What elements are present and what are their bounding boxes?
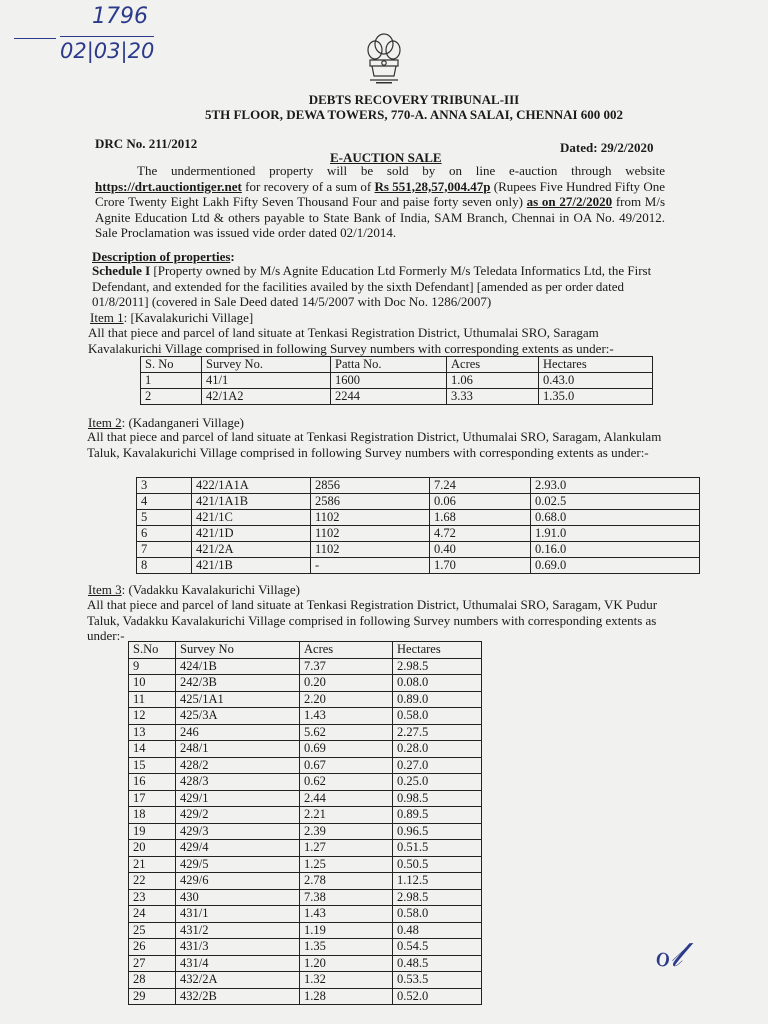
table-cell: 0.48 <box>393 922 482 939</box>
table-row <box>129 972 482 989</box>
table-cell: 1102 <box>311 526 430 542</box>
item3-table <box>128 641 482 1005</box>
handwritten-date: 02|03|20 <box>60 36 154 63</box>
table-cell: 422/1A1A <box>192 478 311 494</box>
table-row <box>137 478 700 494</box>
table-row <box>129 889 482 906</box>
table-cell: 431/4 <box>176 955 300 972</box>
table-row <box>129 988 482 1005</box>
table-cell: 1.68 <box>430 510 531 526</box>
table-cell: 0.58.0 <box>393 906 482 923</box>
schedule-text: [Property owned by M/s Agnite Education Ltd Formerly M/s Teledata Informatics Ltd, the First Defendant, and extended for the facilities availed by the sixth Defendant] [amended as per order dated 01/8/2011] (covered in Sale Deed dated 14/5/2007 with Doc No. 1286/2007) <box>92 263 652 309</box>
table-cell: 7.24 <box>430 478 531 494</box>
table-cell: 26 <box>129 939 176 956</box>
table-cell: 2.98.5 <box>393 889 482 906</box>
table-cell: 1.70 <box>430 558 531 574</box>
table-row <box>129 724 482 741</box>
table-cell: 0.27.0 <box>393 757 482 774</box>
table-row <box>129 939 482 956</box>
table-cell: 4 <box>137 494 192 510</box>
description-heading-text: Description of properties <box>92 249 231 264</box>
table-cell: 431/1 <box>176 906 300 923</box>
intro-text-a: The undermentioned property will be sold by on line e-auction through website <box>137 163 665 178</box>
item1-title: : [Kavalakurichi Village] <box>123 310 254 325</box>
table-row <box>129 922 482 939</box>
table-cell: 0.98.5 <box>393 790 482 807</box>
table-cell: 421/1C <box>192 510 311 526</box>
column-header: Patta No. <box>331 357 447 373</box>
table-cell: 0.08.0 <box>393 675 482 692</box>
table-cell: 429/5 <box>176 856 300 873</box>
national-emblem-icon <box>362 30 406 88</box>
table-cell: 0.58.0 <box>393 708 482 725</box>
table-cell: 7.38 <box>300 889 393 906</box>
table-cell: 23 <box>129 889 176 906</box>
table-row <box>141 373 653 389</box>
item2-label: Item 2 <box>88 415 122 430</box>
table-cell: 42/1A2 <box>202 389 331 405</box>
table-cell: 1.06 <box>447 373 539 389</box>
table-cell: 12 <box>129 708 176 725</box>
table-cell: 432/2A <box>176 972 300 989</box>
table-cell: 19 <box>129 823 176 840</box>
table-row <box>129 790 482 807</box>
table-cell: 7.37 <box>300 658 393 675</box>
table-cell: 0.48.5 <box>393 955 482 972</box>
table-cell: 27 <box>129 955 176 972</box>
intro-text-d: from M/s Agnite Education Ltd & others payable to State Bank of India, SAM Branch, Chennai in OA No. 49/2012. Sale Proclamation was issued vide order dated 02/1/2014. <box>95 194 666 240</box>
column-header: S.No <box>129 642 176 659</box>
table-row <box>137 494 700 510</box>
table-cell: 15 <box>129 757 176 774</box>
table-cell: 428/2 <box>176 757 300 774</box>
table-cell: 0.28.0 <box>393 741 482 758</box>
intro-text-c: (Rupees Five Hundred Fifty One Crore Twenty Eight Lakh Fifty Seven Thousand Four and paise forty seven only) <box>95 178 665 209</box>
table-cell: 0.54.5 <box>393 939 482 956</box>
table-cell: 1.12.5 <box>393 873 482 890</box>
item1-text: All that piece and parcel of land situate at Tenkasi Registration District, Uthumalai SRO, Saragam Kavalakurichi Village comprised in following Survey numbers with corresponding extents as under:- <box>88 325 614 356</box>
table-cell: 429/1 <box>176 790 300 807</box>
table-row <box>129 807 482 824</box>
dated: Dated: 29/2/2020 <box>560 140 654 155</box>
intro-paragraph <box>95 163 665 241</box>
table-row <box>129 873 482 890</box>
table-cell: 0.96.5 <box>393 823 482 840</box>
table-cell: 1.27 <box>300 840 393 857</box>
table-cell: 3 <box>137 478 192 494</box>
table-row <box>137 542 700 558</box>
table-cell: 14 <box>129 741 176 758</box>
item3-text: All that piece and parcel of land situate at Tenkasi Registration District, Uthumalai SRO, Saragam, VK Pudur Taluk, Vadakku Kavalakurichi Village comprised in following Survey numbers with corresponding extents as under:- <box>87 597 658 643</box>
table-cell: 29 <box>129 988 176 1005</box>
table-cell: 4.72 <box>430 526 531 542</box>
table-cell: 0.62 <box>300 774 393 791</box>
table-cell: 7 <box>137 542 192 558</box>
table-cell: 2.20 <box>300 691 393 708</box>
table-cell: 0.69 <box>300 741 393 758</box>
table-cell: 24 <box>129 906 176 923</box>
table-cell: 248/1 <box>176 741 300 758</box>
table-cell: 2856 <box>311 478 430 494</box>
table-cell: 2.78 <box>300 873 393 890</box>
table-cell: 0.25.0 <box>393 774 482 791</box>
table-cell: 2.93.0 <box>531 478 700 494</box>
table-cell: 1.19 <box>300 922 393 939</box>
table-cell: 425/1A1 <box>176 691 300 708</box>
item2-table <box>136 477 700 574</box>
table-cell: 0.89.0 <box>393 691 482 708</box>
schedule-label: Schedule I <box>92 263 151 278</box>
table-cell: 429/2 <box>176 807 300 824</box>
table-row <box>137 526 700 542</box>
as-on-date: as on 27/2/2020 <box>526 194 613 209</box>
table-cell: 0.02.5 <box>531 494 700 510</box>
table-cell: 41/1 <box>202 373 331 389</box>
table-cell: 424/1B <box>176 658 300 675</box>
table-row <box>129 658 482 675</box>
table-cell: 2 <box>141 389 202 405</box>
table-row <box>129 675 482 692</box>
table-row <box>129 955 482 972</box>
table-cell: 425/3A <box>176 708 300 725</box>
table-cell: 0.89.5 <box>393 807 482 824</box>
table-cell: 10 <box>129 675 176 692</box>
table-row <box>129 823 482 840</box>
table-cell: 421/1B <box>192 558 311 574</box>
table-cell: 1.35.0 <box>539 389 653 405</box>
table-cell: 2.44 <box>300 790 393 807</box>
item3-label: Item 3 <box>88 582 122 597</box>
table-cell: 8 <box>137 558 192 574</box>
table-row <box>137 510 700 526</box>
item2-title: : (Kadanganeri Village) <box>121 415 245 430</box>
item3-title: : (Vadakku Kavalakurichi Village) <box>121 582 300 597</box>
table-cell: 0.69.0 <box>531 558 700 574</box>
table-row <box>129 856 482 873</box>
table-cell: 421/2A <box>192 542 311 558</box>
table-cell: 20 <box>129 840 176 857</box>
table-cell: 25 <box>129 922 176 939</box>
amount: Rs 551,28,57,004.47p <box>374 178 491 194</box>
item1-label: Item 1 <box>90 310 124 325</box>
table-cell: 246 <box>176 724 300 741</box>
tribunal-name: DEBTS RECOVERY TRIBUNAL-III <box>308 92 520 107</box>
column-header: Hectares <box>393 642 482 659</box>
table-cell: 2.39 <box>300 823 393 840</box>
table-row <box>129 691 482 708</box>
table-cell: 1600 <box>331 373 447 389</box>
website-link[interactable]: https://drt.auctiontiger.net <box>95 178 242 194</box>
column-header: Hectares <box>539 357 653 373</box>
item1-heading <box>90 310 253 326</box>
table-row <box>129 840 482 857</box>
table-cell: 0.20 <box>300 675 393 692</box>
intro-text-b: for recovery of a sum of <box>241 178 375 194</box>
table-row <box>129 757 482 774</box>
table-row <box>129 741 482 758</box>
table-cell: 1102 <box>311 542 430 558</box>
table-cell: 429/6 <box>176 873 300 890</box>
table-cell: 21 <box>129 856 176 873</box>
table-cell: 0.51.5 <box>393 840 482 857</box>
schedule-paragraph <box>92 263 667 310</box>
table-cell: 5 <box>137 510 192 526</box>
table-cell: 2244 <box>331 389 447 405</box>
table-cell: 1.43 <box>300 708 393 725</box>
table-cell: 1.32 <box>300 972 393 989</box>
table-cell: 1.28 <box>300 988 393 1005</box>
table-cell: 429/3 <box>176 823 300 840</box>
table-cell: 2586 <box>311 494 430 510</box>
table-cell: 0.52.0 <box>393 988 482 1005</box>
table-cell: 1.91.0 <box>531 526 700 542</box>
table-cell: 3.33 <box>447 389 539 405</box>
item2-text: All that piece and parcel of land situate at Tenkasi Registration District, Uthumalai SRO, Saragam, Alankulam Taluk, Kavalakurichi Village comprised in following Survey numbers with corresponding extents as under:- <box>87 429 662 460</box>
table-cell: 9 <box>129 658 176 675</box>
table-cell: 431/2 <box>176 922 300 939</box>
table-cell: 0.40 <box>430 542 531 558</box>
table-cell: - <box>311 558 430 574</box>
document-title: E-AUCTION SALE <box>330 150 442 165</box>
table-row <box>141 389 653 405</box>
table-cell: 421/1D <box>192 526 311 542</box>
table-cell: 242/3B <box>176 675 300 692</box>
table-cell: 16 <box>129 774 176 791</box>
table-cell: 18 <box>129 807 176 824</box>
column-header: Survey No. <box>202 357 331 373</box>
table-cell: 430 <box>176 889 300 906</box>
table-row <box>129 708 482 725</box>
table-cell: 0.06 <box>430 494 531 510</box>
table-cell: 0.43.0 <box>539 373 653 389</box>
table-row <box>129 906 482 923</box>
table-cell: 432/2B <box>176 988 300 1005</box>
table-cell: 1102 <box>311 510 430 526</box>
handwritten-number: 1796 <box>92 4 148 29</box>
table-cell: 0.68.0 <box>531 510 700 526</box>
table-cell: 1.35 <box>300 939 393 956</box>
item3-heading <box>88 582 300 598</box>
column-header: Acres <box>447 357 539 373</box>
handwritten-initial: ℴ𝓁 <box>655 935 682 975</box>
table-cell: 2.27.5 <box>393 724 482 741</box>
tribunal-address: 5TH FLOOR, DEWA TOWERS, 770-A. ANNA SALAI, CHENNAI 600 002 <box>204 107 624 122</box>
table-cell: 1 <box>141 373 202 389</box>
table-cell: 2.98.5 <box>393 658 482 675</box>
table-cell: 17 <box>129 790 176 807</box>
table-cell: 0.50.5 <box>393 856 482 873</box>
table-cell: 431/3 <box>176 939 300 956</box>
table-cell: 0.67 <box>300 757 393 774</box>
table-cell: 11 <box>129 691 176 708</box>
column-header: Survey No <box>176 642 300 659</box>
table-cell: 22 <box>129 873 176 890</box>
drc-number: DRC No. 211/2012 <box>95 136 198 151</box>
table-cell: 0.16.0 <box>531 542 700 558</box>
column-header: Acres <box>300 642 393 659</box>
column-header: S. No <box>141 357 202 373</box>
table-cell: 6 <box>137 526 192 542</box>
table-cell: 0.53.5 <box>393 972 482 989</box>
table-cell: 421/1A1B <box>192 494 311 510</box>
description-heading-colon: : <box>230 249 235 264</box>
item1-table <box>140 356 653 405</box>
handwritten-dash <box>14 38 56 39</box>
table-cell: 1.25 <box>300 856 393 873</box>
table-cell: 2.21 <box>300 807 393 824</box>
table-cell: 5.62 <box>300 724 393 741</box>
table-cell: 1.20 <box>300 955 393 972</box>
table-cell: 28 <box>129 972 176 989</box>
table-cell: 13 <box>129 724 176 741</box>
table-cell: 429/4 <box>176 840 300 857</box>
table-cell: 1.43 <box>300 906 393 923</box>
table-cell: 428/3 <box>176 774 300 791</box>
table-row <box>129 774 482 791</box>
table-row <box>137 558 700 574</box>
